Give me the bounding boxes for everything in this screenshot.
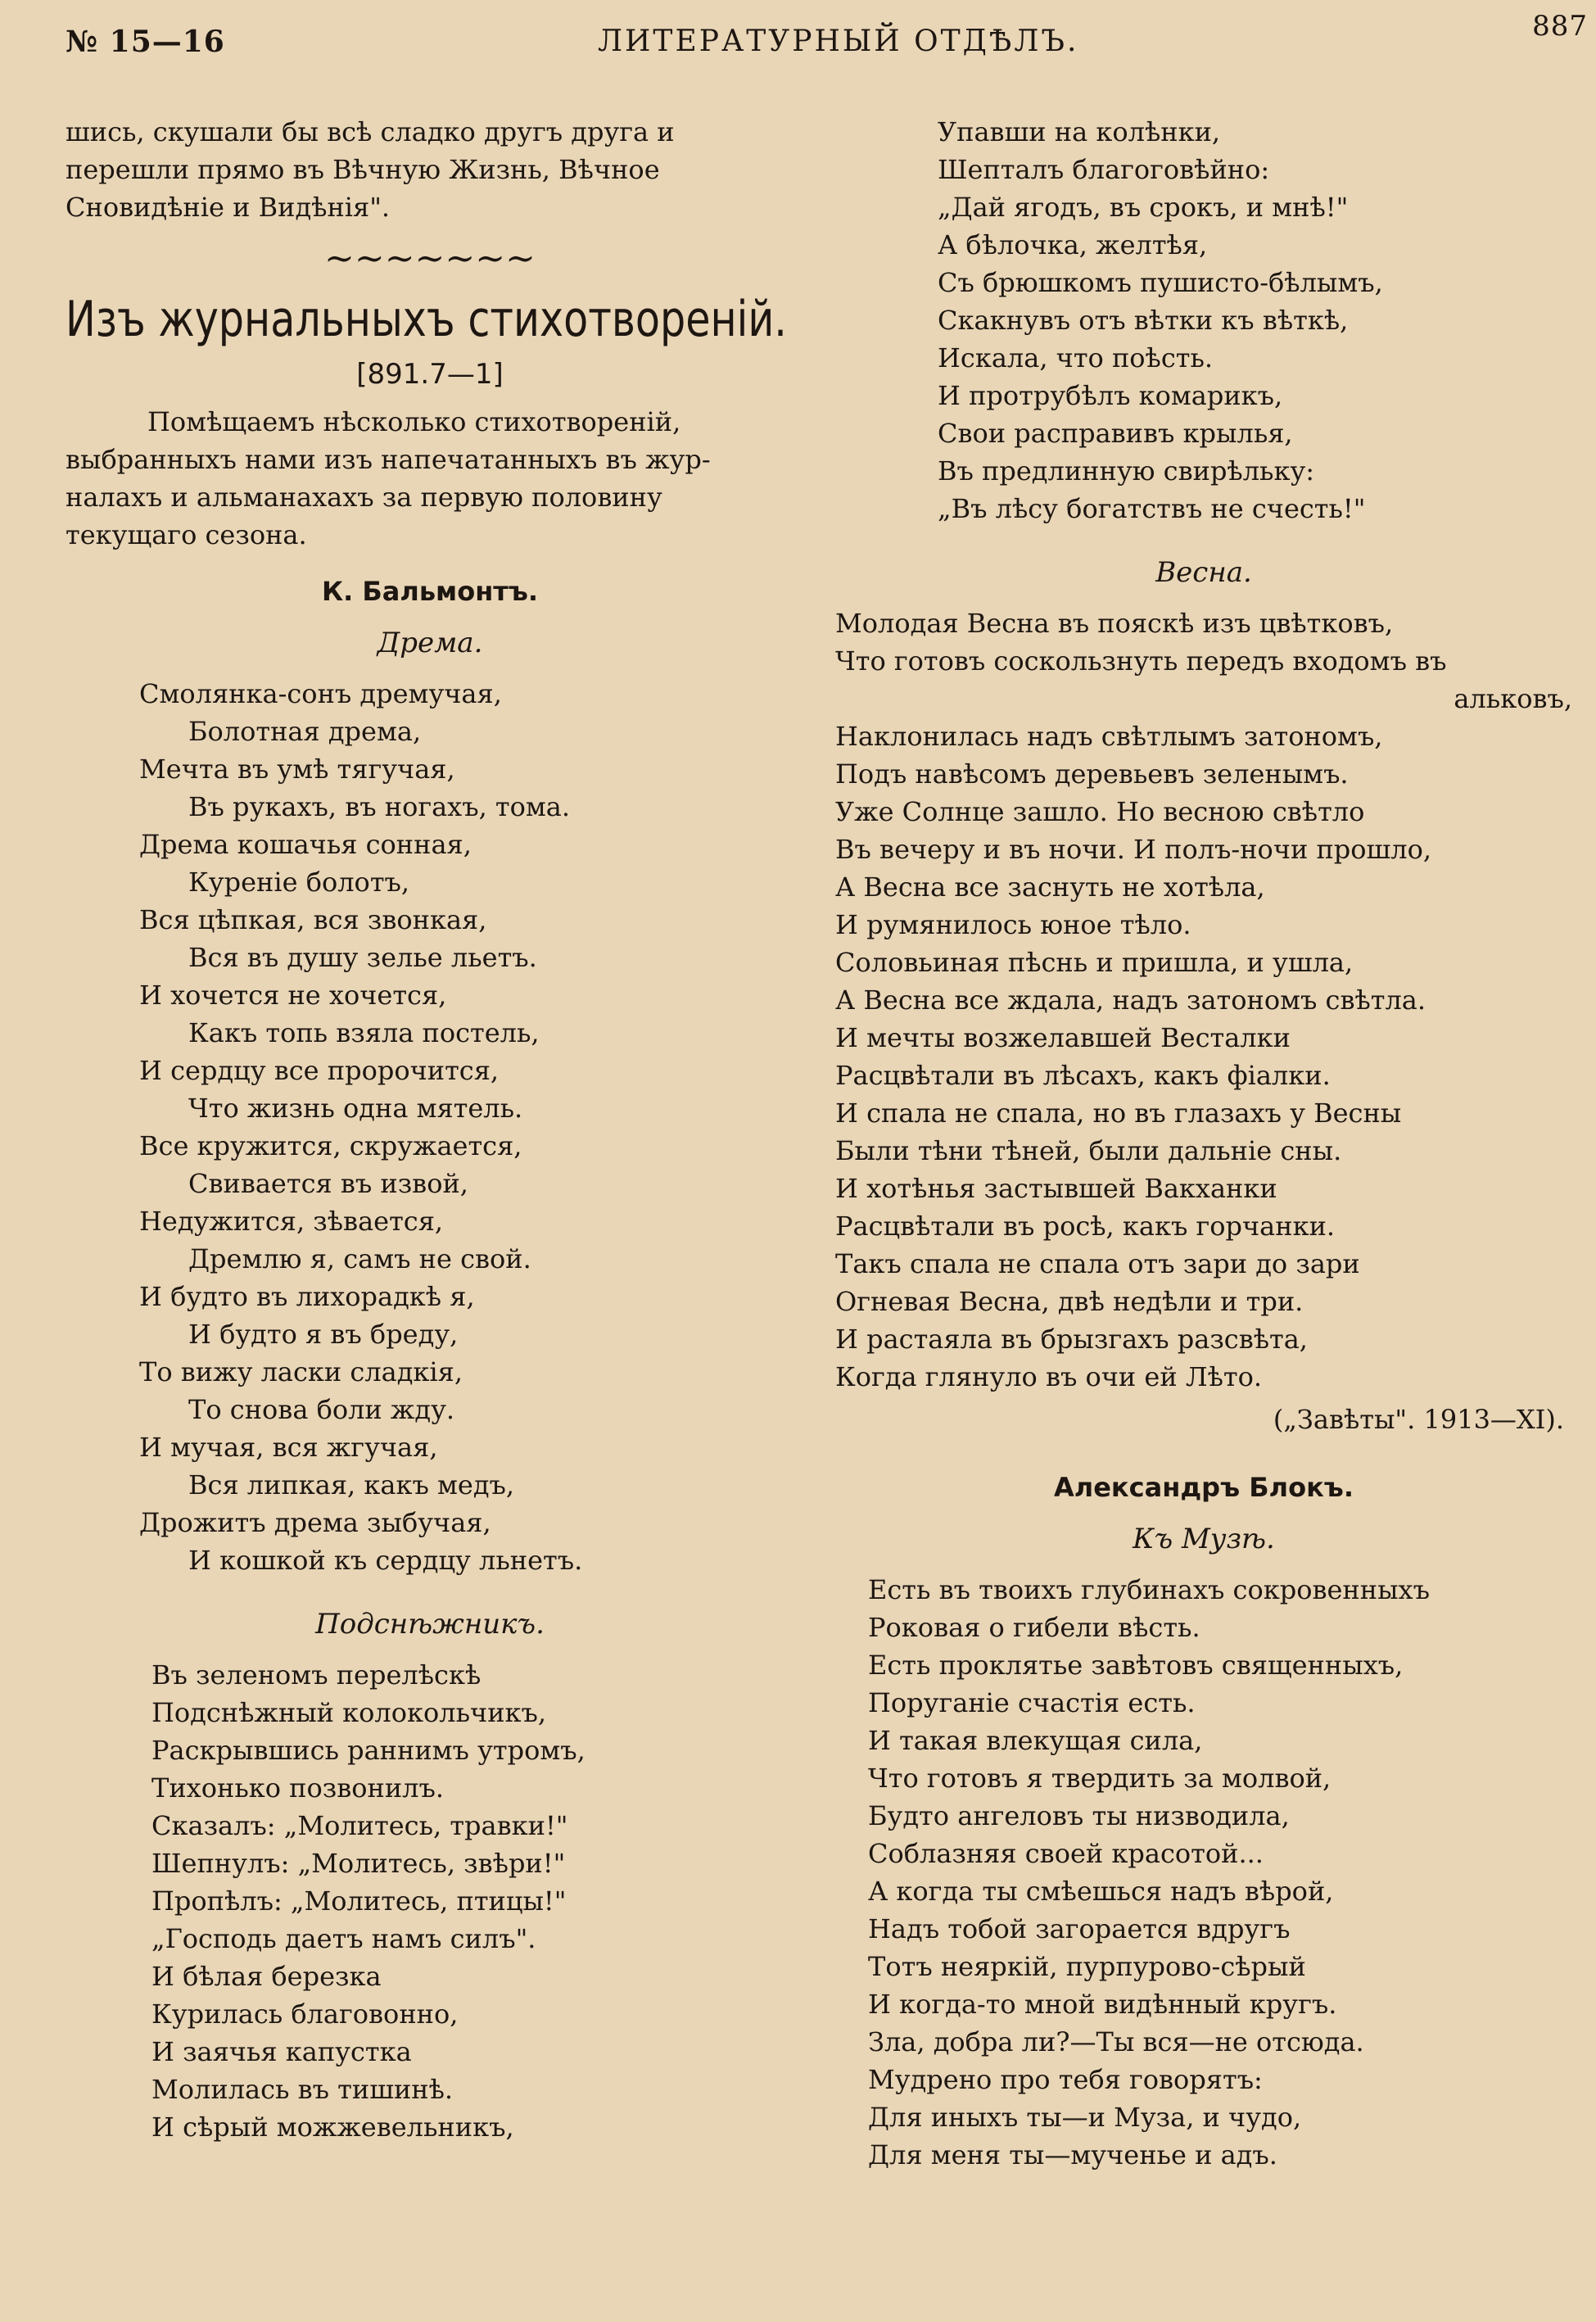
poem-line: Дрема кошачья сонная,	[139, 829, 472, 860]
intro-line: шись, скушали бы всѣ сладко другъ друга и	[66, 116, 675, 147]
poem-line: Тотъ неяркій, пурпурово-сѣрый	[868, 1951, 1306, 1982]
poem-line: Какъ топь взяла постель,	[188, 1017, 540, 1048]
poem-line: Что жизнь одна мятель.	[188, 1093, 523, 1124]
poem-title-podsnezhnik: Подснѣжникъ.	[315, 1608, 545, 1641]
poem-line: Недужится, зѣвается,	[139, 1206, 444, 1237]
poem-line: Въ рукахъ, въ ногахъ, тома.	[188, 791, 571, 822]
poem-line: Шепнулъ: „Молитесь, звѣри!"	[151, 1848, 566, 1879]
poem-line: Дрожитъ дрема зыбучая,	[139, 1507, 491, 1538]
poem-line: Все кружится, скружается,	[139, 1130, 522, 1161]
classification-code: [891.7—1]	[356, 358, 504, 391]
poem-line: Подъ навѣсомъ деревьевъ зеленымъ.	[835, 758, 1349, 790]
poem-line: И растаяла въ брызгахъ разсвѣта,	[835, 1324, 1308, 1355]
poem-line: А бѣлочка, желтѣя,	[938, 229, 1208, 260]
note-line: текущаго сезона.	[66, 519, 307, 550]
poem-line: Пропѣлъ: „Молитесь, птицы!"	[151, 1885, 567, 1917]
poem-line: Раскрывшись раннимъ утромъ,	[151, 1735, 586, 1766]
intro-line: Сновидѣніе и Видѣнія".	[66, 192, 391, 223]
poem-line: Болотная дрема,	[188, 716, 422, 747]
poem-line: И такая влекущая сила,	[868, 1725, 1203, 1756]
poem-line: Тихонько позвонилъ.	[151, 1772, 445, 1804]
poem-line: Были тѣни тѣней, были дальніе сны.	[835, 1135, 1342, 1166]
poem-title-vesna: Весна.	[1155, 556, 1252, 589]
poem-title-k-muze: Къ Музѣ.	[1133, 1523, 1275, 1555]
poem-line: Упавши на колѣнки,	[938, 116, 1221, 147]
poem-line: Когда глянуло въ очи ей Лѣто.	[835, 1361, 1262, 1392]
editor-note	[66, 403, 794, 554]
poem-line: И мечты возжелавшей Весталки	[835, 1022, 1291, 1053]
poem-line: И будто я въ бреду,	[188, 1319, 459, 1350]
poem-line: „Господь даетъ намъ силъ".	[151, 1923, 536, 1954]
poem-drema	[66, 675, 794, 1579]
poem-line: Курилась благовонно,	[151, 1998, 459, 2030]
intro-paragraph	[66, 113, 794, 226]
poem-line: Что готовъ соскользнуть передъ входомъ въ	[835, 645, 1447, 677]
poem-line: Будто ангеловъ ты низводила,	[868, 1800, 1290, 1831]
poem-line: Поруганіе счастія есть.	[868, 1687, 1196, 1718]
poem-line: Есть въ твоихъ глубинахъ сокровенныхъ	[868, 1574, 1430, 1605]
poem-line: Свивается въ извой,	[188, 1168, 468, 1199]
poem-line: Сказалъ: „Молитесь, травки!"	[151, 1810, 568, 1841]
poem-line: Есть проклятье завѣтовъ священныхъ,	[868, 1650, 1404, 1681]
poem-line: Смолянка-сонъ дремучая,	[139, 678, 502, 709]
poem-line: То снова боли жду.	[188, 1394, 455, 1425]
right-column	[835, 113, 1572, 2174]
poem-line: Молилась въ тишинѣ.	[151, 2074, 454, 2105]
poem-line: Наклонилась надъ свѣтлымъ затономъ,	[835, 721, 1383, 752]
section-divider: ~~~~~~~	[323, 238, 536, 279]
note-line: налахъ и альманахахъ за первую половину	[66, 482, 662, 513]
poem-line: Мечта въ умѣ тягучая,	[139, 754, 455, 785]
poem-line: И хотѣнья застывшей Вакханки	[835, 1173, 1277, 1204]
poem-line: И кошкой къ сердцу льнетъ.	[188, 1545, 583, 1576]
poem-line: И сѣрый можжевельникъ,	[151, 2112, 514, 2143]
poem-line: „Въ лѣсу богатствъ не счесть!"	[938, 493, 1366, 524]
poem-line: Вся въ душу зелье льетъ.	[188, 942, 537, 973]
poem-line: Въ предлинную свирѣльку:	[938, 455, 1315, 487]
poem-line: альковъ,	[1454, 683, 1572, 714]
issue-number: № 15—16	[66, 25, 225, 59]
page-number: 887	[1532, 10, 1588, 43]
poem-vesna	[835, 604, 1572, 1396]
poem-line: Огневая Весна, двѣ недѣли и три.	[835, 1286, 1304, 1317]
poem-line: Мудрено про тебя говорятъ:	[868, 2064, 1263, 2095]
left-column	[66, 113, 794, 2146]
poem-podsnezhnik-continued	[835, 113, 1572, 527]
poem-line: Такъ спала не спала отъ зари до зари	[835, 1248, 1360, 1279]
section-title: ЛИТЕРАТУРНЫЙ ОТДѢЛЪ.	[598, 25, 1079, 58]
poem-line: А Весна все заснуть не хотѣла,	[835, 871, 1265, 903]
poem-line: Подснѣжный колокольчикъ,	[151, 1697, 547, 1728]
poem-title-drema: Дрема.	[377, 627, 483, 659]
poem-line: И мучая, вся жгучая,	[139, 1432, 438, 1463]
poem-line: Для иныхъ ты—и Муза, и чудо,	[868, 2102, 1302, 2133]
poem-line: „Дай ягодъ, въ срокъ, и мнѣ!"	[938, 192, 1349, 223]
poem-line: А когда ты смѣешься надъ вѣрой,	[868, 1876, 1334, 1907]
poem-podsnezhnik	[66, 1656, 794, 2146]
poem-line: Зла, добра ли?—Ты вся—не отсюда.	[868, 2026, 1364, 2057]
poem-line: Вся липкая, какъ медъ,	[188, 1469, 515, 1500]
poem-line: Соблазняя своей красотой...	[868, 1838, 1264, 1869]
author-balmont: К. Бальмонтъ.	[321, 576, 539, 607]
poem-line: Скакнувъ отъ вѣтки къ вѣткѣ,	[938, 305, 1349, 336]
poem-line: И протрубѣлъ комарикъ,	[938, 380, 1283, 411]
poem-line: И сердцу все пророчится,	[139, 1055, 500, 1086]
poem-line: Роковая о гибели вѣсть.	[868, 1612, 1200, 1643]
poem-line: Въ вечеру и въ ночи. И полъ-ночи прошло,	[835, 834, 1432, 865]
poem-line: Дремлю я, самъ не свой.	[188, 1243, 531, 1274]
article-heading: Изъ журнальныхъ стихотвореній.	[66, 291, 787, 348]
poem-line: Куреніе болотъ,	[188, 867, 410, 898]
poem-line: И бѣлая березка	[151, 1961, 382, 1992]
poem-line: Для меня ты—мученье и адъ.	[868, 2139, 1277, 2170]
poem-line: Свои расправивъ крылья,	[938, 418, 1293, 449]
poem-line: То вижу ласки сладкія,	[139, 1356, 463, 1387]
source-citation: („Завѣты". 1913—XI).	[1273, 1404, 1564, 1435]
poem-line: Съ брюшкомъ пушисто-бѣлымъ,	[938, 267, 1383, 298]
note-line: Помѣщаемъ нѣсколько стихотвореній,	[147, 406, 681, 437]
poem-line: Расцвѣтали въ росѣ, какъ горчанки.	[835, 1211, 1336, 1242]
poem-line: И спала не спала, но въ глазахъ у Весны	[835, 1098, 1402, 1129]
note-line: выбранныхъ нами изъ напечатанныхъ въ жур-	[66, 444, 711, 475]
poem-line: Въ зеленомъ перелѣскѣ	[151, 1659, 482, 1691]
poem-line: И румянилось юное тѣло.	[835, 909, 1191, 940]
poem-line: Что готовъ я твердить за молвой,	[868, 1763, 1332, 1794]
poem-line: Соловьиная пѣснь и пришла, и ушла,	[835, 947, 1354, 978]
poem-line: Надъ тобой загорается вдругъ	[868, 1913, 1291, 1944]
poem-line: И когда-то мной видѣнный кругъ.	[868, 1989, 1337, 2020]
poem-k-muze	[835, 1571, 1572, 2174]
poem-line: И хочется не хочется,	[139, 980, 447, 1011]
intro-line: перешли прямо въ Вѣчную Жизнь, Вѣчное	[66, 154, 660, 185]
poem-line: Искала, что поѣсть.	[938, 342, 1214, 373]
poem-line: А Весна все ждала, надъ затономъ свѣтла.	[835, 984, 1426, 1016]
poem-line: Вся цѣпкая, вся звонкая,	[139, 904, 487, 935]
poem-line: Молодая Весна въ пояскѣ изъ цвѣтковъ,	[835, 608, 1394, 639]
author-blok: Александръ Блокъ.	[1054, 1472, 1354, 1503]
poem-line: Уже Солнце зашло. Но весною свѣтло	[835, 796, 1365, 827]
poem-line: И заячья капустка	[151, 2036, 412, 2067]
poem-line: Расцвѣтали въ лѣсахъ, какъ фіалки.	[835, 1060, 1331, 1091]
poem-line: И будто въ лихорадкѣ я,	[139, 1281, 475, 1312]
poem-line: Шепталъ благоговѣйно:	[938, 154, 1270, 185]
